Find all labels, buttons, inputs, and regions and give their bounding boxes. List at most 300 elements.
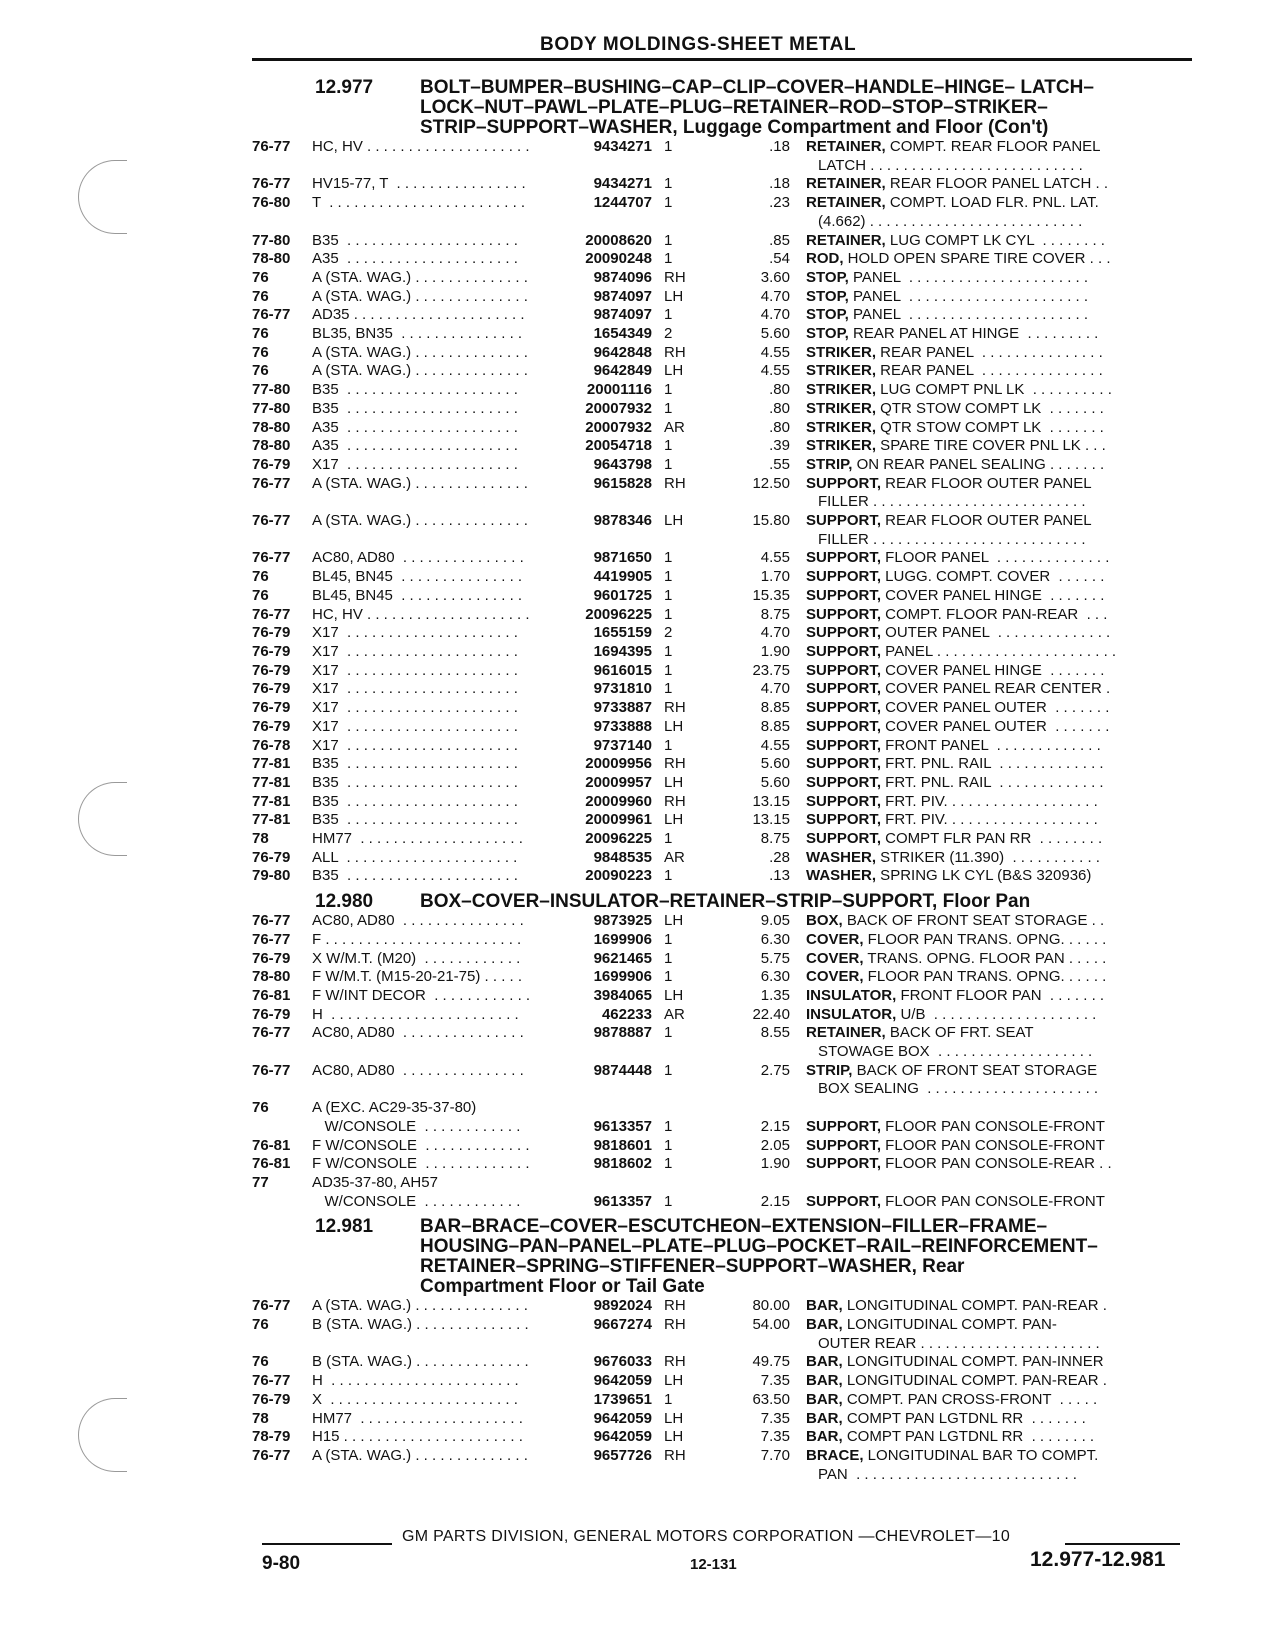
model-application: A (EXC. AC29-35-37-80) (312, 1099, 477, 1117)
part-detail: TRANS. OPNG. FLOOR PAN . . . . . (863, 949, 1107, 967)
part-row (252, 475, 1197, 512)
part-name: SUPPORT, (806, 717, 882, 735)
model-application: W/CONSOLE . . . . . . . . . . . . (312, 1192, 521, 1210)
quantity: 2 (664, 624, 673, 642)
model-application: A35 . . . . . . . . . . . . . . . . . . . . . (312, 418, 518, 436)
part-row (252, 325, 1197, 344)
model-application: B35 . . . . . . . . . . . . . . . . . . . . . (312, 755, 518, 773)
group-title-line: BAR–BRACE–COVER–ESCUTCHEON–EXTENSION–FILLER–FRAME– (420, 1216, 1048, 1238)
part-number: 9848535 (593, 848, 652, 866)
part-number: 9818601 (593, 1136, 652, 1154)
part-number: 9878887 (593, 1024, 652, 1042)
price: 2.05 (760, 1136, 790, 1154)
price: 1.90 (760, 642, 790, 660)
part-detail: FRT. PIV. . . . . . . . . . . . . . . . . . . (881, 811, 1098, 829)
part-description (790, 774, 1161, 793)
part-description (790, 512, 1161, 549)
part-detail: FRONT PANEL . . . . . . . . . . . . . (881, 736, 1101, 754)
part-number: 9642849 (593, 362, 652, 380)
price: 4.70 (760, 680, 790, 698)
year-range: 76-77 (252, 1372, 291, 1390)
part-description (790, 475, 1161, 512)
year-range: 76-77 (252, 474, 291, 492)
model-application: W/CONSOLE . . . . . . . . . . . . (312, 1117, 521, 1135)
quantity: 1 (664, 642, 673, 660)
part-name: BAR, (806, 1316, 843, 1334)
part-name: SUPPORT, (806, 642, 882, 660)
quantity: 1 (664, 586, 673, 604)
part-row (252, 1137, 1197, 1156)
part-row (252, 1391, 1197, 1410)
page-title: BODY MOLDINGS-SHEET METAL (540, 34, 857, 55)
part-detail: FLOOR PAN CONSOLE-FRONT (881, 1192, 1105, 1210)
part-row (252, 662, 1197, 681)
model-application: ALL . . . . . . . . . . . . . . . . . . . . . (312, 848, 518, 866)
part-number: 20009957 (585, 773, 652, 791)
price: .39 (769, 437, 790, 455)
part-name: BAR, (806, 1409, 843, 1427)
part-description (790, 306, 1161, 325)
model-application: AC80, AD80 . . . . . . . . . . . . . . . (312, 549, 524, 567)
year-range: 76-79 (252, 699, 291, 717)
model-application: B (STA. WAG.) . . . . . . . . . . . . . . (312, 1353, 529, 1371)
part-description (790, 344, 1161, 363)
part-name: SUPPORT, (806, 680, 882, 698)
part-number: 1244707 (593, 194, 652, 212)
part-description (790, 1428, 1161, 1447)
part-number: 9642059 (593, 1428, 652, 1446)
part-detail: COVER PANEL OUTER . . . . . . . (881, 717, 1110, 735)
year-range: 76 (252, 343, 269, 361)
part-number: 9642059 (593, 1409, 652, 1427)
model-application: BL35, BN35 . . . . . . . . . . . . . . . (312, 325, 523, 343)
part-row (252, 811, 1197, 830)
year-range (252, 1118, 312, 1137)
price: 4.55 (760, 549, 790, 567)
year-range: 77-80 (252, 381, 291, 399)
part-detail: REAR FLOOR OUTER PANEL (881, 474, 1092, 492)
quantity: 1 (664, 437, 673, 455)
part-detail: SPRING LK CYL (B&S 320936) (876, 867, 1092, 885)
part-number: 20090223 (585, 867, 652, 885)
part-detail: BACK OF FRONT SEAT STORAGE (852, 1061, 1098, 1079)
year-range: 77-81 (252, 811, 291, 829)
part-number: 9818602 (593, 1155, 652, 1173)
part-row (252, 175, 1197, 194)
group-title-line: BOX–COVER–INSULATOR–RETAINER–STRIP–SUPPORT, Floor Pan (420, 891, 1031, 913)
part-detail: LUG COMPT PNL LK . . . . . . . . . . (876, 381, 1112, 399)
part-name: SUPPORT, (806, 736, 882, 754)
part-description (790, 269, 1161, 288)
price: 4.70 (760, 624, 790, 642)
quantity: LH (664, 986, 684, 1004)
part-description (790, 718, 1161, 737)
model-application: HM77 . . . . . . . . . . . . . . . . . . . . (312, 830, 523, 848)
year-range: 78-80 (252, 418, 291, 436)
part-description (790, 232, 1161, 251)
part-number: 20009961 (585, 811, 652, 829)
group-heading (252, 892, 1197, 912)
footer-date: 9-80 (262, 1553, 301, 1574)
part-number (574, 1174, 652, 1193)
part-number: 462233 (601, 1005, 652, 1023)
part-number: 9642848 (593, 343, 652, 361)
part-name: STRIKER, (806, 362, 877, 380)
part-name: SUPPORT, (806, 699, 882, 717)
part-description (790, 362, 1161, 381)
quantity: 1 (664, 661, 673, 679)
part-number: 9616015 (593, 661, 652, 679)
model-application: X . . . . . . . . . . . . . . . . . . . . . . . (312, 1390, 518, 1408)
group-title (420, 1217, 1195, 1297)
year-range: 77-81 (252, 755, 291, 773)
part-description (790, 437, 1161, 456)
part-detail-continued: FILLER . . . . . . . . . . . . . . . . . . . . . . . . . . (818, 493, 1086, 511)
model-application: T . . . . . . . . . . . . . . . . . . . . . . . . (312, 194, 526, 212)
price: 7.35 (760, 1372, 790, 1390)
quantity: 1 (664, 736, 673, 754)
part-number: 9676033 (593, 1353, 652, 1371)
year-range: 77 (252, 1173, 269, 1191)
part-number: 1739651 (593, 1390, 652, 1408)
quantity: AR (664, 418, 685, 436)
model-application: B35 . . . . . . . . . . . . . . . . . . . . . (312, 381, 518, 399)
quantity: 1 (664, 1136, 673, 1154)
part-row (252, 1410, 1197, 1429)
group-heading (252, 78, 1197, 138)
price: 7.35 (760, 1409, 790, 1427)
year-range: 76 (252, 362, 269, 380)
price: .54 (769, 250, 790, 268)
price: .85 (769, 231, 790, 249)
part-detail: SPARE TIRE COVER PNL LK . . . (876, 437, 1106, 455)
part-detail: COMPT. REAR FLOOR PANEL (885, 138, 1101, 155)
model-application: BL45, BN45 . . . . . . . . . . . . . . . (312, 586, 523, 604)
model-application: A (STA. WAG.) . . . . . . . . . . . . . . (312, 512, 528, 530)
part-detail-continued: (4.662) . . . . . . . . . . . . . . . . . . . . . . . . . . (818, 212, 1083, 230)
year-range: 76-79 (252, 1005, 291, 1023)
part-row (252, 624, 1197, 643)
year-range: 78-80 (252, 250, 291, 268)
part-number: 4419905 (593, 568, 652, 586)
model-application: X17 . . . . . . . . . . . . . . . . . . . . . (312, 736, 518, 754)
year-range: 76-81 (252, 986, 291, 1004)
model-application: B35 . . . . . . . . . . . . . . . . . . . . . (312, 867, 518, 885)
part-number: 9434271 (593, 138, 652, 155)
model-application: F . . . . . . . . . . . . . . . . . . . . . . . . (312, 930, 522, 948)
part-name: COVER, (806, 968, 864, 986)
part-detail: FLOOR PANEL . . . . . . . . . . . . . . (881, 549, 1110, 567)
price: 1.90 (760, 1155, 790, 1173)
part-description (790, 138, 1161, 175)
quantity: RH (664, 268, 686, 286)
year-range: 76 (252, 287, 269, 305)
model-application: A35 . . . . . . . . . . . . . . . . . . . . . (312, 437, 518, 455)
part-row (252, 232, 1197, 251)
part-detail: BACK OF FRT. SEAT (885, 1024, 1034, 1042)
model-application: B35 . . . . . . . . . . . . . . . . . . . . . (312, 231, 518, 249)
quantity: 1 (664, 568, 673, 586)
price: 2.15 (760, 1117, 790, 1135)
price: 15.80 (752, 512, 790, 530)
price: 49.75 (752, 1353, 790, 1371)
part-row (252, 1353, 1197, 1372)
part-description (790, 1118, 1161, 1137)
part-detail: FLOOR PAN CONSOLE-FRONT (881, 1117, 1105, 1135)
group-title-line: HOUSING–PAN–PANEL–PLATE–PLUG–POCKET–RAIL–REINFORCEMENT– (420, 1236, 1098, 1258)
part-name: SUPPORT, (806, 1155, 882, 1173)
price: 54.00 (752, 1316, 790, 1334)
model-application: X17 . . . . . . . . . . . . . . . . . . . . . (312, 624, 518, 642)
part-detail: HOLD OPEN SPARE TIRE COVER . . . (843, 250, 1111, 268)
price: 4.55 (760, 343, 790, 361)
year-range: 76 (252, 1316, 269, 1334)
part-detail: FLOOR PAN TRANS. OPNG. . . . . . (863, 968, 1107, 986)
part-name: STRIKER, (806, 399, 877, 417)
model-application: X17 . . . . . . . . . . . . . . . . . . . . . (312, 717, 518, 735)
part-description (790, 643, 1161, 662)
part-description (790, 680, 1161, 699)
part-row (252, 774, 1197, 793)
part-detail: FLOOR PAN CONSOLE-FRONT (881, 1136, 1105, 1154)
part-detail: U/B . . . . . . . . . . . . . . . . . . . . (896, 1005, 1097, 1023)
part-name: COVER, (806, 930, 864, 948)
price: .18 (769, 138, 790, 155)
part-number: 9737140 (593, 736, 652, 754)
part-row (252, 830, 1197, 849)
model-application: H . . . . . . . . . . . . . . . . . . . . . . . (312, 1372, 519, 1390)
part-name: SUPPORT, (806, 1192, 882, 1210)
part-detail: PANEL . . . . . . . . . . . . . . . . . . . . . . (848, 268, 1089, 286)
group-number: 12.977 (315, 77, 374, 98)
quantity: LH (664, 811, 684, 829)
part-name: STOP, (806, 325, 849, 343)
year-range: 76-77 (252, 549, 291, 567)
part-detail-continued: LATCH . . . . . . . . . . . . . . . . . . . . . . . . . . (818, 156, 1083, 174)
part-number: 20008620 (585, 231, 652, 249)
quantity: 1 (664, 1061, 673, 1079)
price: 3.60 (760, 268, 790, 286)
part-detail: COMPT. LOAD FLR. PNL. LAT. (885, 194, 1099, 212)
year-range (252, 1193, 312, 1212)
binder-hole (78, 160, 127, 234)
group-title-line: BOLT–BUMPER–BUSHING–CAP–CLIP–COVER–HANDLE–HINGE– LATCH– (420, 77, 1094, 98)
price: 80.00 (752, 1297, 790, 1315)
price: 5.60 (760, 325, 790, 343)
model-application: B (STA. WAG.) . . . . . . . . . . . . . . (312, 1316, 529, 1334)
year-range: 76-77 (252, 912, 291, 930)
quantity: RH (664, 755, 686, 773)
quantity: LH (664, 912, 684, 930)
year-range: 76-81 (252, 1155, 291, 1173)
part-number: 9601725 (593, 586, 652, 604)
part-detail-continued: STOWAGE BOX . . . . . . . . . . . . . . . . . . . (818, 1043, 1093, 1061)
year-range: 76-79 (252, 848, 291, 866)
part-row (252, 1428, 1197, 1447)
part-number (574, 1099, 652, 1118)
quantity (652, 1174, 698, 1193)
part-number: 9643798 (593, 455, 652, 473)
part-description (790, 793, 1161, 812)
price: 8.85 (760, 699, 790, 717)
model-application: F W/M.T. (M15-20-21-75) . . . . . (312, 968, 523, 986)
price: .18 (769, 175, 790, 193)
part-row (252, 437, 1197, 456)
model-application: A (STA. WAG.) . . . . . . . . . . . . . . (312, 268, 528, 286)
price (698, 1174, 790, 1193)
part-detail: OUTER PANEL . . . . . . . . . . . . . . (881, 624, 1111, 642)
part-detail: STRIKER (11.390) . . . . . . . . . . . (876, 848, 1100, 866)
model-application: AC80, AD80 . . . . . . . . . . . . . . . (312, 1061, 524, 1079)
part-row (252, 1099, 1197, 1118)
price: 12.50 (752, 474, 790, 492)
part-name: BAR, (806, 1297, 843, 1315)
group-title (420, 78, 1195, 138)
part-number: 20090248 (585, 250, 652, 268)
footer-division: GM PARTS DIVISION, GENERAL MOTORS CORPORATION —CHEVROLET—10 (402, 1528, 1011, 1545)
part-name: BRACE, (806, 1447, 864, 1464)
title-rule (252, 58, 1192, 61)
model-application: X17 . . . . . . . . . . . . . . . . . . . . . (312, 699, 518, 717)
quantity: RH (664, 474, 686, 492)
price: .80 (769, 418, 790, 436)
part-name: WASHER, (806, 867, 877, 885)
part-detail: FRT. PIV. . . . . . . . . . . . . . . . . . . (881, 792, 1098, 810)
part-number: 1655159 (593, 624, 652, 642)
part-detail: LONGITUDINAL COMPT. PAN-REAR . (842, 1297, 1107, 1315)
part-detail: LONGITUDINAL COMPT. PAN- (842, 1316, 1057, 1334)
binder-hole (78, 1398, 127, 1472)
part-description (790, 606, 1161, 625)
year-range: 76-77 (252, 1447, 291, 1464)
year-range: 76 (252, 268, 269, 286)
part-detail: PANEL . . . . . . . . . . . . . . . . . . . . . . (848, 306, 1089, 324)
part-number: 20009960 (585, 792, 652, 810)
year-range: 76-78 (252, 736, 291, 754)
part-number: 9871650 (593, 549, 652, 567)
part-detail: COMPT FLR PAN RR . . . . . . . . (881, 830, 1103, 848)
part-row (252, 194, 1197, 231)
part-detail: LONGITUDINAL BAR TO COMPT. (863, 1447, 1099, 1464)
part-number: 20007932 (585, 399, 652, 417)
part-number: 9874096 (593, 268, 652, 286)
part-detail: QTR STOW COMPT LK . . . . . . . (876, 399, 1104, 417)
quantity: LH (664, 362, 684, 380)
part-description (790, 1410, 1161, 1429)
year-range: 76 (252, 1099, 269, 1117)
part-number: 9878346 (593, 512, 652, 530)
group-title-line: Compartment Floor or Tail Gate (420, 1276, 705, 1298)
part-name: SUPPORT, (806, 1136, 882, 1154)
part-description (790, 699, 1161, 718)
part-row (252, 306, 1197, 325)
model-application: HV15-77, T . . . . . . . . . . . . . . . . (312, 175, 526, 193)
part-name: SUPPORT, (806, 755, 882, 773)
price: 9.05 (760, 912, 790, 930)
year-range: 78-80 (252, 968, 291, 986)
model-application: B35 . . . . . . . . . . . . . . . . . . . . . (312, 399, 518, 417)
price: 8.75 (760, 605, 790, 623)
part-description (790, 175, 1161, 194)
part-detail: COVER PANEL HINGE . . . . . . . (881, 586, 1105, 604)
quantity: 1 (664, 138, 673, 155)
part-name: COVER, (806, 949, 864, 967)
part-number: 1654349 (593, 325, 652, 343)
quantity: 1 (664, 399, 673, 417)
price: 6.30 (760, 930, 790, 948)
quantity: 1 (664, 830, 673, 848)
price: 2.75 (760, 1061, 790, 1079)
quantity: 1 (664, 194, 673, 212)
model-application: F W/INT DECOR . . . . . . . . . . . . (312, 986, 531, 1004)
part-description (790, 1137, 1161, 1156)
quantity: 2 (664, 325, 673, 343)
part-detail: BACK OF FRONT SEAT STORAGE . . (842, 912, 1105, 930)
part-row (252, 1155, 1197, 1174)
part-number: 9873925 (593, 912, 652, 930)
part-detail: QTR STOW COMPT LK . . . . . . . (876, 418, 1104, 436)
model-application: H . . . . . . . . . . . . . . . . . . . . . . . (312, 1005, 519, 1023)
price: 4.55 (760, 736, 790, 754)
model-application: B35 . . . . . . . . . . . . . . . . . . . . . (312, 811, 518, 829)
part-detail: COVER PANEL HINGE . . . . . . . (881, 661, 1105, 679)
part-description (790, 288, 1161, 307)
part-detail: LONGITUDINAL COMPT. PAN-INNER (842, 1353, 1104, 1371)
year-range: 77-80 (252, 399, 291, 417)
model-application: BL45, BN45 . . . . . . . . . . . . . . . (312, 568, 523, 586)
quantity: 1 (664, 867, 673, 885)
part-detail: PANEL . . . . . . . . . . . . . . . . . . . . . . (848, 287, 1089, 305)
quantity: 1 (664, 175, 673, 193)
price: 8.85 (760, 717, 790, 735)
price: 5.60 (760, 773, 790, 791)
part-row (252, 269, 1197, 288)
quantity: LH (664, 773, 684, 791)
model-application: F W/CONSOLE . . . . . . . . . . . . . (312, 1136, 530, 1154)
model-application: A (STA. WAG.) . . . . . . . . . . . . . . (312, 362, 528, 380)
part-description (790, 1024, 1161, 1061)
group-number: 12.981 (315, 1216, 374, 1238)
quantity: RH (664, 343, 686, 361)
group-heading (252, 1217, 1197, 1297)
price: 2.15 (760, 1192, 790, 1210)
year-range: 76-77 (252, 175, 291, 193)
part-description (790, 1353, 1161, 1372)
price: 4.70 (760, 287, 790, 305)
part-description (790, 1193, 1161, 1212)
part-number: 9434271 (593, 175, 652, 193)
part-description (790, 1062, 1161, 1099)
quantity: 1 (664, 605, 673, 623)
model-application: X17 . . . . . . . . . . . . . . . . . . . . . (312, 680, 518, 698)
part-description (790, 849, 1161, 868)
part-row (252, 968, 1197, 987)
part-row (252, 362, 1197, 381)
part-row (252, 138, 1197, 175)
year-range: 76-79 (252, 1390, 291, 1408)
part-row (252, 867, 1197, 886)
quantity: RH (664, 699, 686, 717)
part-number: 3984065 (593, 986, 652, 1004)
part-row (252, 1024, 1197, 1061)
quantity: LH (664, 287, 684, 305)
price: 15.35 (752, 586, 790, 604)
part-name: RETAINER, (806, 194, 886, 212)
quantity: LH (664, 1428, 684, 1446)
quantity: 1 (664, 306, 673, 324)
part-row (252, 250, 1197, 269)
part-description (790, 811, 1161, 830)
